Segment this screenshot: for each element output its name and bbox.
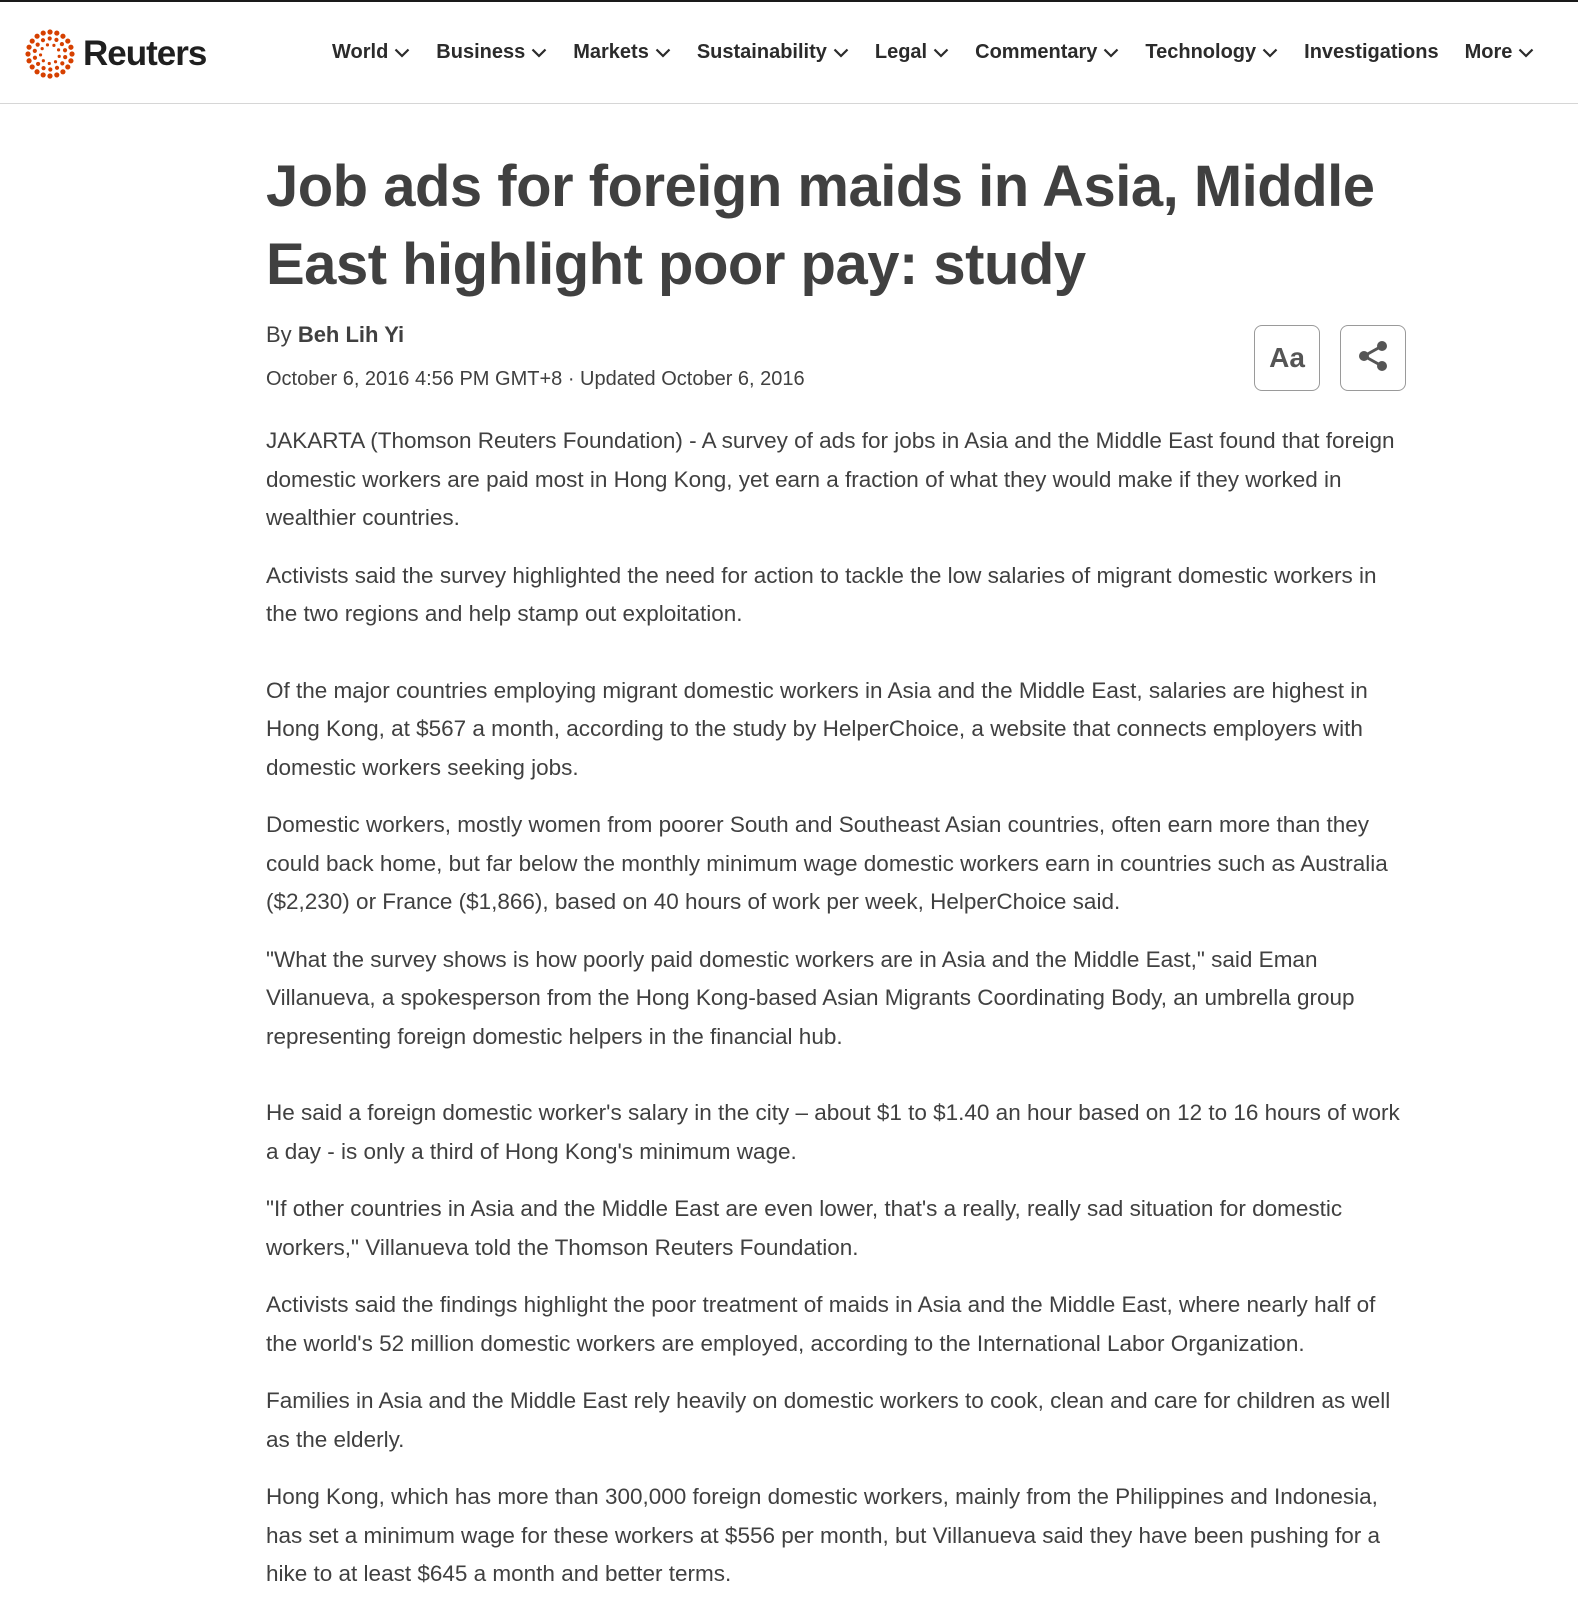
nav-item-world[interactable]: [332, 41, 410, 64]
logo-dot: [26, 58, 31, 63]
logo-dot: [36, 62, 40, 66]
byline-prefix: By: [266, 322, 292, 347]
logo-dot: [46, 43, 49, 46]
share-button[interactable]: [1340, 325, 1406, 391]
article-tools: [1234, 325, 1406, 391]
text-size-button[interactable]: [1254, 325, 1320, 391]
logo-dot: [65, 64, 70, 69]
article-paragraph: JAKARTA (Thomson Reuters Foundation) - A survey of ads for jobs in Asia and the Middle East found that foreign domestic workers are paid most in Hong Kong, yet earn a fraction of what they would make if they worked in wealthier countries.: [266, 428, 1395, 530]
logo-dot: [60, 42, 64, 46]
chevron-down-icon: [531, 41, 547, 64]
logo-dot: [68, 58, 73, 63]
article-body: [266, 422, 1406, 1594]
reuters-logo[interactable]: [24, 28, 206, 80]
logo-dot: [47, 29, 52, 34]
logo-dot: [25, 51, 30, 56]
nav-item-label: Markets: [573, 40, 649, 63]
article-paragraph: "If other countries in Asia and the Middle East are even lower, that's a really, really sad situation for domestic workers," Villanueva told the Thomson Reuters Foundation.: [266, 1196, 1343, 1260]
article-dateline: October 6, 2016 4:56 PM GMT+8 · Updated October 6, 2016: [266, 368, 805, 390]
logo-dot: [48, 62, 51, 65]
article-paragraph: Activists said the survey highlighted the need for action to tackle the low salaries of migrant domestic workers in the two regions and help stamp out exploitation.: [266, 562, 1377, 626]
nav-item-markets[interactable]: [573, 41, 671, 64]
logo-dot: [54, 30, 59, 35]
article-headline: Job ads for foreign maids in Asia, Middle East highlight poor pay: study: [266, 154, 1375, 297]
logo-dot: [30, 38, 35, 43]
logo-dot: [63, 55, 67, 59]
nav-item-label: Sustainability: [696, 40, 827, 63]
logo-dot: [54, 72, 59, 77]
chevron-down-icon: [1103, 41, 1119, 64]
nav-item-label: Technology: [1145, 40, 1257, 63]
nav-item-label: Legal: [874, 40, 928, 63]
nav-item-investigations[interactable]: [1304, 41, 1438, 64]
logo-dot: [54, 38, 58, 42]
nav-item-label: World: [332, 40, 389, 63]
logo-dot: [52, 44, 55, 47]
author-link[interactable]: Beh Lih Yi: [297, 322, 405, 347]
chevron-down-icon: [933, 41, 949, 64]
logo-dot: [55, 66, 59, 70]
article-paragraph: Activists said the findings highlight the poor treatment of maids in Asia and the Middle East, where nearly half of the world's 52 million domestic workers are employed, according to the International Labor Organization.: [266, 1292, 1376, 1356]
logo-dot: [42, 59, 45, 62]
article-paragraph: He said a foreign domestic worker's salary in the city – about $1 to $1.40 an hour based on 12 to 16 hours of work a day - is only a third of Hong Kong's minimum wage.: [266, 1100, 1400, 1164]
logo-dot: [48, 67, 52, 71]
reuters-logo-icon: [24, 28, 76, 80]
logo-dot: [65, 38, 70, 43]
logo-dot: [41, 72, 46, 77]
chevron-down-icon: [394, 41, 410, 64]
logo-dot: [41, 47, 44, 50]
nav-item-label: Investigations: [1304, 40, 1439, 63]
text-size-label: Aa: [1269, 342, 1305, 373]
nav-item-label: Business: [436, 40, 526, 63]
logo-dot: [60, 69, 65, 74]
logo-dot: [63, 48, 67, 52]
share-icon: [1355, 338, 1391, 379]
chevron-down-icon: [655, 41, 671, 64]
article-paragraph: Families in Asia and the Middle East rely heavily on domestic workers to cook, clean and care for children as well as the elderly.: [266, 1388, 1391, 1452]
nav-item-sustainability[interactable]: [697, 41, 849, 64]
article-paragraph: Domestic workers, mostly women from poorer South and Southeast Asian countries, often earn more than they could back home, but far below the monthly minimum wage domestic workers earn in countries such as Australia ($2,230) or France ($1,866), based on 40 hours of work per week, HelperChoice said.: [266, 812, 1388, 914]
logo-dot: [57, 48, 60, 51]
nav-item-legal[interactable]: [875, 41, 949, 64]
article-paragraph: "What the survey shows is how poorly paid domestic workers are in Asia and the Middle East," said Eman Villanueva, a spokesperson from the Hong Kong-based Asian Migrants Coordinating Body, an umbrella group representing foreign domestic helpers in the financial hub.: [266, 946, 1355, 1049]
logo-dot: [68, 45, 73, 50]
nav-item-commentary[interactable]: [975, 41, 1119, 64]
brand-name: Reuters: [83, 34, 207, 73]
logo-dot: [47, 73, 52, 78]
nav-item-business[interactable]: [436, 41, 547, 64]
nav-item-technology[interactable]: [1145, 41, 1278, 64]
logo-dot: [33, 49, 37, 53]
logo-dot: [33, 56, 37, 60]
logo-dot: [60, 61, 64, 65]
logo-dot: [41, 38, 45, 42]
logo-dot: [34, 34, 39, 39]
logo-dot: [41, 66, 45, 70]
nav-item-more[interactable]: [1465, 41, 1535, 64]
logo-dot: [34, 69, 39, 74]
logo-dot: [30, 64, 35, 69]
article-paragraph: Of the major countries employing migrant domestic workers in Asia and the Middle East, salaries are highest in Hong Kong, at $567 a month, according to the study by HelperChoice, a website that connects employers with domestic workers seeking jobs.: [266, 677, 1368, 780]
logo-dot: [26, 45, 31, 50]
logo-dot: [58, 55, 61, 58]
chevron-down-icon: [1518, 41, 1534, 64]
chevron-down-icon: [1262, 41, 1278, 64]
logo-dot: [41, 30, 46, 35]
logo-dot: [39, 53, 42, 56]
nav-item-label: Commentary: [975, 40, 1098, 63]
article: [266, 104, 1406, 1613]
main-nav: [332, 2, 1560, 102]
nav-item-label: More: [1464, 40, 1513, 63]
logo-dot: [69, 51, 74, 56]
site-header: [0, 2, 1578, 104]
logo-dot: [54, 60, 57, 63]
article-paragraph: Hong Kong, which has more than 300,000 foreign domestic workers, mainly from the Philippines and Indonesia, has set a minimum wage for these workers at $556 per month, but Villanueva said they have been pushing for a hike to at least $645 a month and better terms.: [266, 1484, 1380, 1586]
logo-dot: [60, 34, 65, 39]
logo-dot: [48, 36, 52, 40]
logo-dot: [36, 42, 40, 46]
chevron-down-icon: [833, 41, 849, 64]
